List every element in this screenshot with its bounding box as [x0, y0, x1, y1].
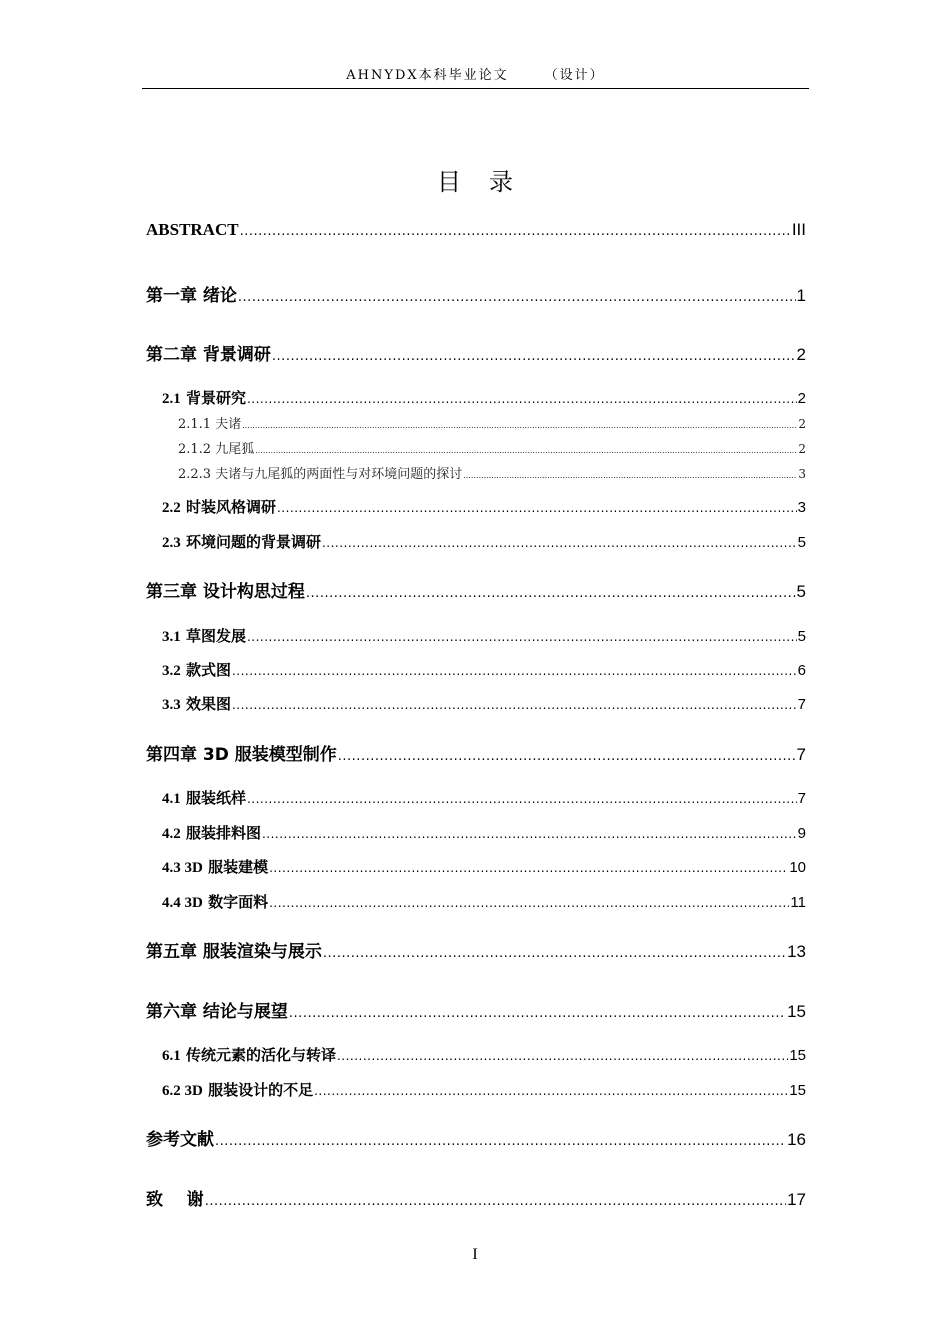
toc-leader-dots: [232, 698, 797, 712]
toc-leader-dots: [255, 446, 797, 455]
toc-entry-label: ABSTRACT: [146, 220, 239, 239]
toc-leader-dots: [242, 421, 797, 430]
toc-entry-label: 4.4 3D 数字面料: [162, 893, 269, 911]
toc-entry-section-3-2[interactable]: [162, 659, 806, 680]
toc-entry-page: 5: [797, 628, 806, 645]
toc-entry-chapter-5[interactable]: [146, 937, 806, 962]
toc-entry-label: 4.2 服装排料图: [162, 824, 261, 842]
toc-entry-subsection-2-1-1[interactable]: [178, 413, 806, 432]
toc-entry-subsection-2-2-3[interactable]: [178, 463, 806, 482]
toc-entry-label: 第六章 结论与展望: [146, 1002, 288, 1022]
toc-entry-label: 第四章 3D 服装模型制作: [146, 745, 337, 765]
toc-entry-section-4-1[interactable]: [162, 787, 806, 808]
toc-entry-page: 15: [787, 1002, 806, 1021]
toc-leader-dots: [306, 586, 796, 601]
toc-entry-page: 15: [789, 1047, 806, 1064]
toc-entry-chapter-6[interactable]: [146, 997, 806, 1022]
toc-entry-page: 6: [797, 662, 806, 679]
toc-entry-page: 2: [798, 442, 806, 456]
toc-leader-dots: [289, 1006, 786, 1021]
toc-leader-dots: [272, 349, 796, 364]
toc-title: 目录: [437, 168, 541, 196]
toc-leader-dots: [322, 536, 797, 550]
toc-entry-section-6-1[interactable]: [162, 1044, 806, 1065]
toc-entry-page: 3: [798, 467, 806, 481]
toc-entry-label: 2.2.3 夫诸与九尾狐的两面性与对环境问题的探讨: [178, 467, 463, 482]
toc-entry-page: 1: [796, 286, 806, 305]
toc-entry-label: 致 谢: [146, 1190, 204, 1210]
toc-entry-label: 4.1 服装纸样: [162, 789, 246, 807]
toc-entry-page: III: [791, 220, 806, 239]
page-header: [142, 64, 809, 89]
toc-entry-page: 17: [787, 1190, 806, 1209]
toc-leader-dots: [262, 827, 797, 841]
header-subtitle: （设计）: [544, 68, 605, 83]
toc-entry-page: 5: [797, 534, 806, 551]
toc-entry-label: 6.2 3D 服装设计的不足: [162, 1081, 314, 1099]
toc-entry-label: 3.1 草图发展: [162, 627, 246, 645]
toc-entry-references[interactable]: [146, 1125, 806, 1150]
toc-entry-label: 第二章 背景调研: [146, 345, 271, 365]
toc-entry-page: 2: [797, 390, 806, 407]
toc-entry-page: 11: [790, 894, 806, 911]
toc-entry-label: 2.1.2 九尾狐: [178, 442, 255, 457]
toc-leader-dots: [205, 1194, 786, 1209]
toc-leader-dots: [240, 224, 791, 239]
toc-entry-page: 3: [797, 499, 806, 516]
toc-entry-page: 9: [797, 825, 806, 842]
toc-leader-dots: [247, 392, 797, 406]
toc-entry-acknowledgements[interactable]: [146, 1185, 806, 1210]
toc-leader-dots: [463, 471, 797, 480]
toc-leader-dots: [232, 664, 797, 678]
toc-entry-section-4-3[interactable]: [162, 856, 806, 877]
toc-entry-abstract[interactable]: [146, 220, 806, 240]
toc-entry-label: 参考文献: [146, 1130, 214, 1150]
toc-entry-label: 2.3 环境问题的背景调研: [162, 533, 321, 551]
toc-leader-dots: [215, 1134, 786, 1149]
toc-entry-section-3-3[interactable]: [162, 693, 806, 714]
toc-entry-page: 2: [798, 417, 806, 431]
toc-leader-dots: [323, 946, 786, 961]
toc-entry-page: 2: [796, 345, 806, 364]
toc-entry-page: 16: [787, 1130, 806, 1149]
toc-entry-label: 第三章 设计构思过程: [146, 582, 305, 602]
toc-leader-dots: [338, 749, 796, 764]
toc-entry-label: 2.1.1 夫诸: [178, 417, 242, 432]
toc-entry-label: 3.3 效果图: [162, 695, 231, 713]
toc-entry-section-4-4[interactable]: [162, 891, 806, 912]
header-title: AHNYDX本科毕业论文: [346, 68, 509, 83]
toc-entry-label: 6.1 传统元素的活化与转译: [162, 1046, 336, 1064]
toc-entry-section-2-2[interactable]: [162, 496, 806, 517]
toc-entry-page: 13: [787, 942, 806, 961]
toc-entry-label: 第五章 服装渲染与展示: [146, 942, 322, 962]
toc-entry-chapter-1[interactable]: [146, 281, 806, 306]
toc-entry-section-3-1[interactable]: [162, 625, 806, 646]
toc-entry-page: 5: [796, 582, 806, 601]
toc-entry-label: 2.2 时装风格调研: [162, 498, 276, 516]
page-number: I: [472, 1246, 478, 1263]
toc-leader-dots: [247, 792, 797, 806]
toc-entry-subsection-2-1-2[interactable]: [178, 438, 806, 457]
toc-entry-page: 10: [789, 859, 806, 876]
toc-leader-dots: [337, 1049, 788, 1063]
toc-leader-dots: [238, 290, 796, 305]
toc-entry-label: 2.1 背景研究: [162, 389, 246, 407]
toc-entry-page: 15: [789, 1082, 806, 1099]
toc-entry-page: 7: [797, 696, 806, 713]
toc-entry-chapter-2[interactable]: [146, 340, 806, 365]
toc-leader-dots: [277, 501, 797, 515]
toc-leader-dots: [314, 1084, 788, 1098]
toc-entry-section-4-2[interactable]: [162, 822, 806, 843]
toc-entry-chapter-4[interactable]: [146, 740, 806, 765]
toc-leader-dots: [269, 896, 789, 910]
toc-entry-page: 7: [797, 790, 806, 807]
toc-entry-section-2-3[interactable]: [162, 531, 806, 552]
toc-entry-section-2-1[interactable]: [162, 387, 806, 408]
toc-entry-chapter-3[interactable]: [146, 577, 806, 602]
toc-entry-label: 4.3 3D 服装建模: [162, 858, 269, 876]
toc-leader-dots: [247, 630, 797, 644]
toc-entry-label: 第一章 绪论: [146, 286, 237, 306]
toc-entry-section-6-2[interactable]: [162, 1079, 806, 1100]
toc-entry-label: 3.2 款式图: [162, 661, 231, 679]
toc-entry-page: 7: [796, 745, 806, 764]
toc-leader-dots: [269, 861, 788, 875]
